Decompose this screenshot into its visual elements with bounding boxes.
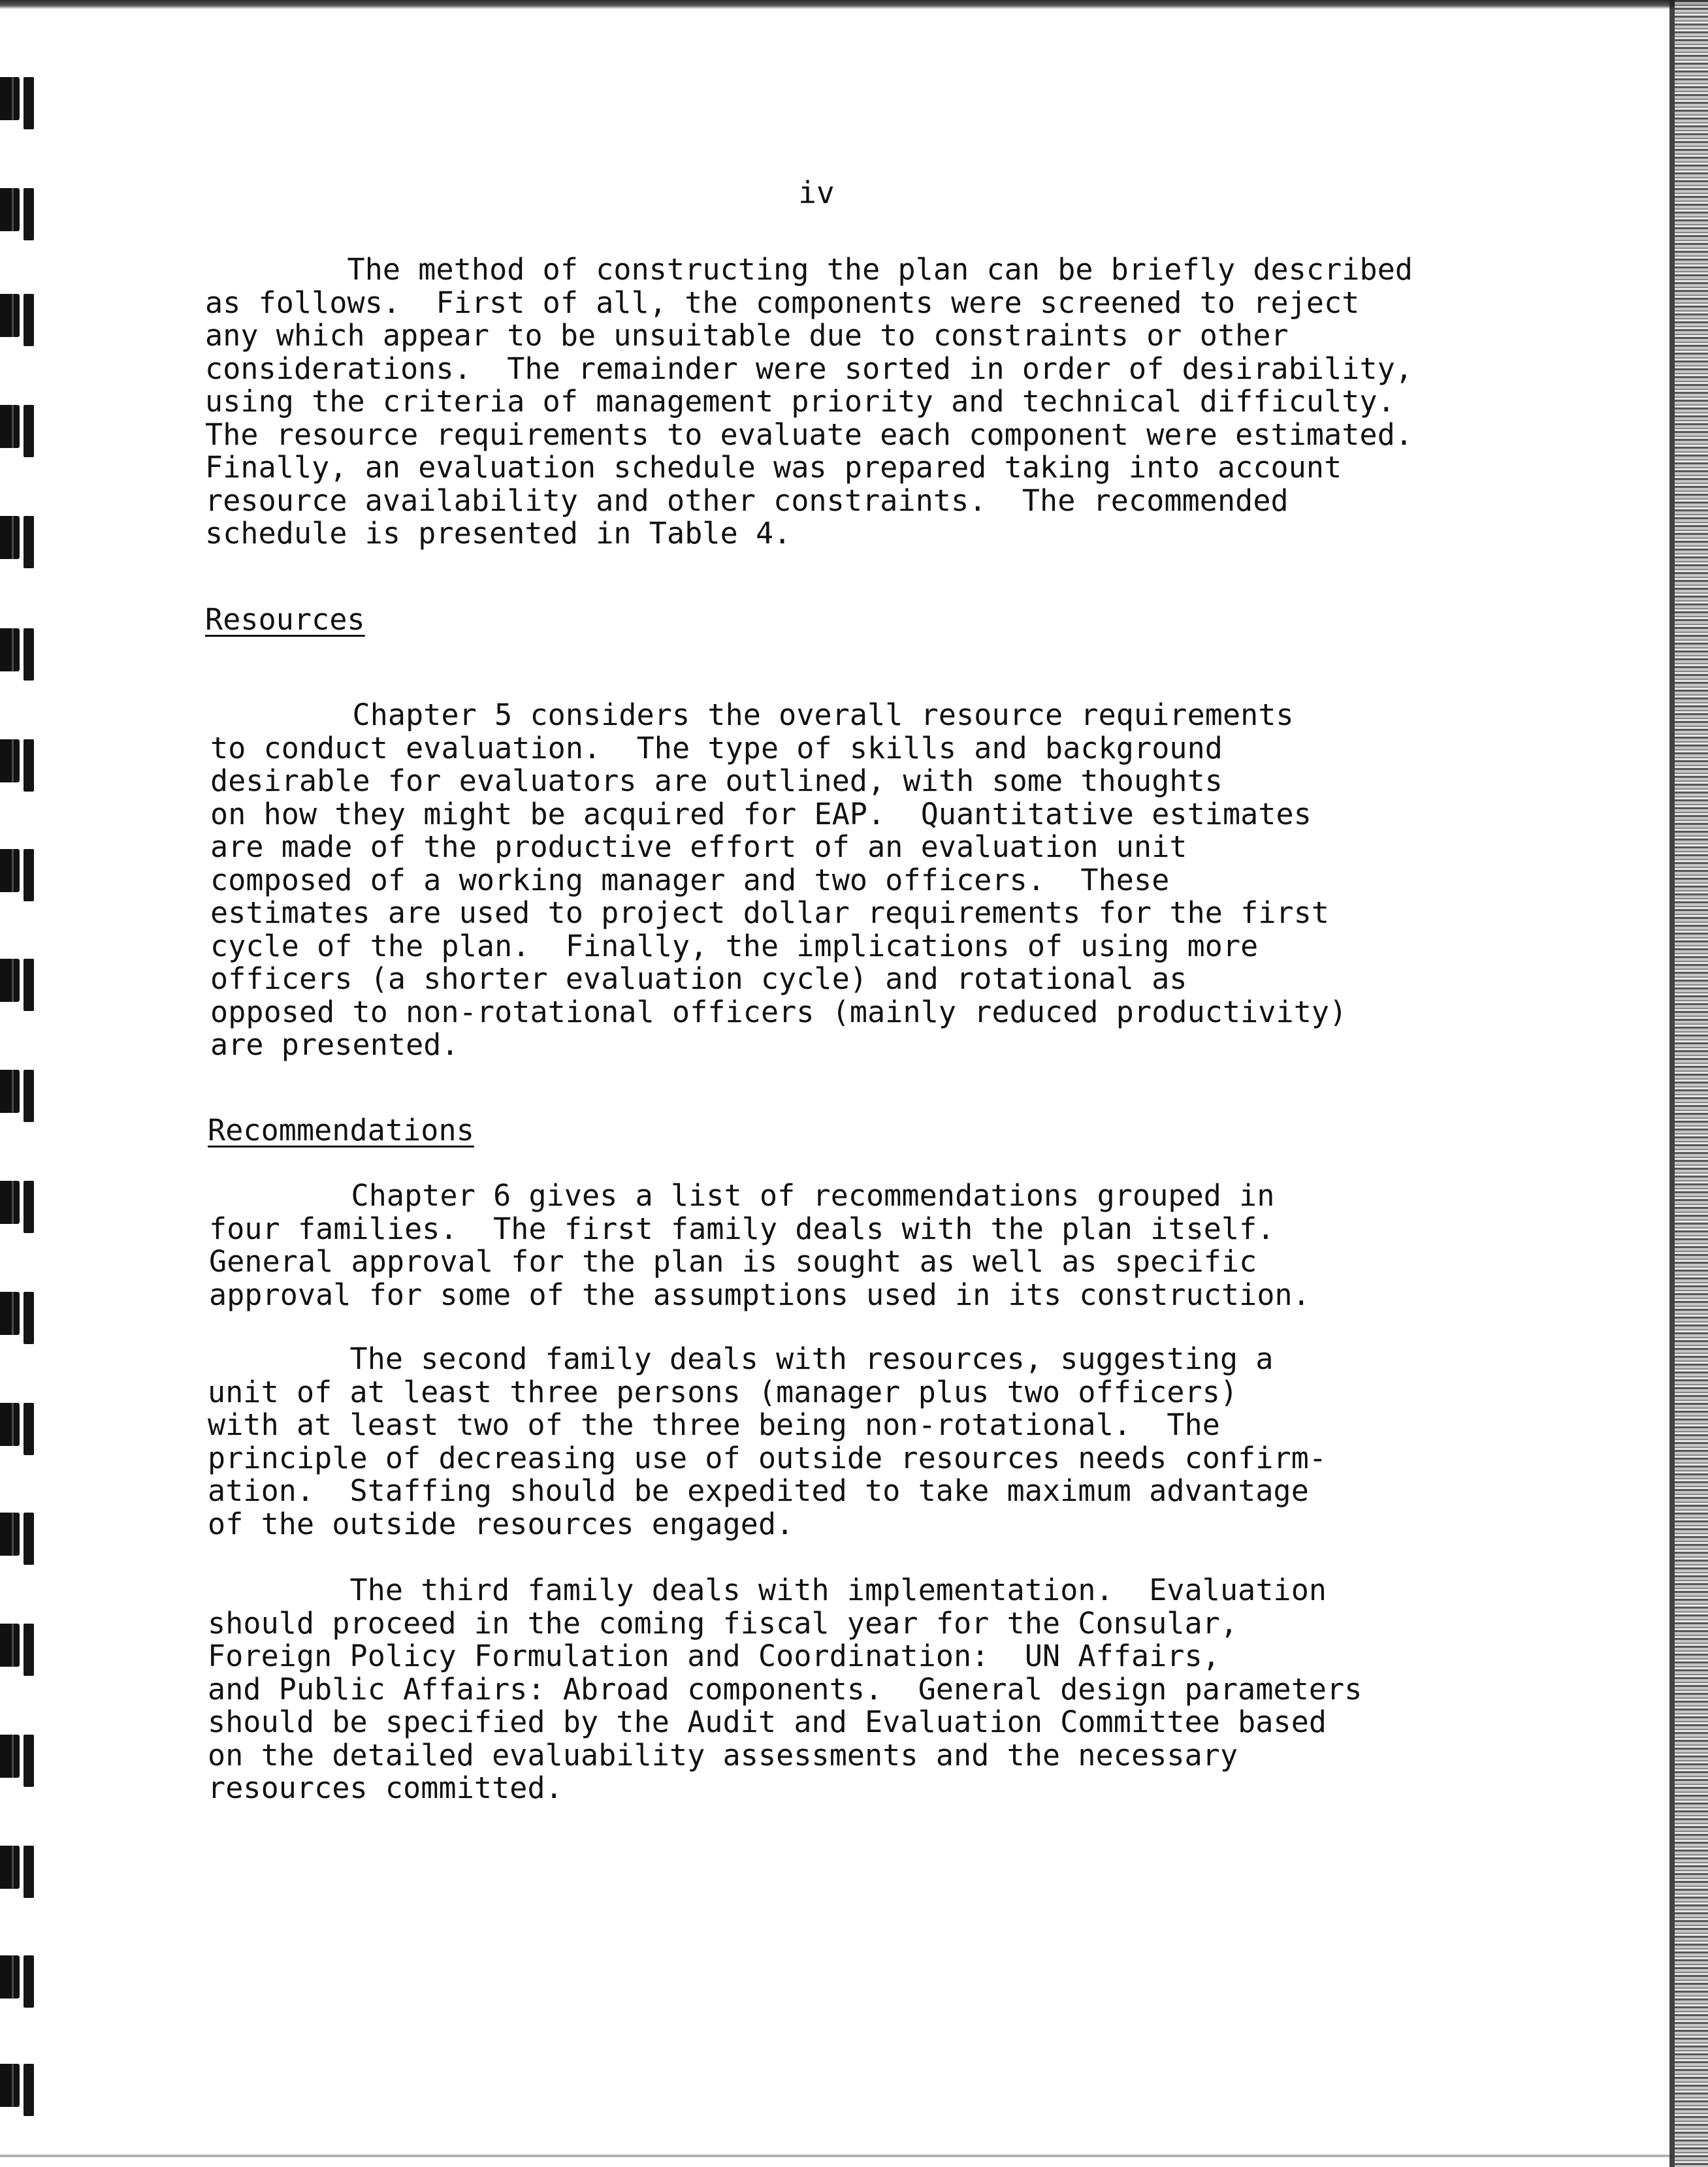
binding-ring bbox=[0, 1181, 20, 1224]
binding-ring bbox=[0, 294, 20, 337]
heading-resources: Resources bbox=[205, 602, 365, 637]
heading-recommendations: Recommendations bbox=[208, 1113, 474, 1148]
paragraph-resources: Chapter 5 considers the overall resource requirements to conduct evaluation. The type of skills and background desirable for evaluators are outlined, with some thoughts on how they might be acquired for EAP. Quantitative estimates are made of the productive effort of an evaluation unit composed of a working manager and two officers. These estimates are used to project dollar requirements for the first cycle of the plan. Finally, the implications of using more officers (a shorter evaluation cycle) and rotational as opposed to non-rotational officers (mainly reduced productivity) are presented. bbox=[210, 698, 1347, 1062]
paragraph-rec-family-1: Chapter 6 gives a list of recommendations grouped in four families. The first family deals with the plan itself. General approval for the plan is sought as well as specific approval for some of the assumptions used in its construction. bbox=[209, 1178, 1310, 1312]
binding-ring bbox=[0, 188, 20, 231]
paragraph-rec-family-3: The third family deals with implementation. Evaluation should proceed in the coming fiscal year for the Consular, Foreign Policy Formulation and Coordination: UN Affairs, and Public Affairs: Abroad components. General design parameters should be specified by the Audit and Evaluation Committee based on the detailed evaluability assessments and the necessary resources committed. bbox=[208, 1573, 1362, 1805]
spiral-binding bbox=[0, 0, 46, 2167]
paragraph-method: The method of constructing the plan can be briefly described as follows. First of all, the components were screened to reject any which appear to be unsuitable due to constraints or other considerations. The remainder were sorted in order of desirability, using the criteria of management priority and technical difficulty. The resource requirements to evaluate each component were estimated. Finally, an evaluation schedule was prepared taking into account resource availability and other constraints. The recommended schedule is presented in Table 4. bbox=[205, 252, 1413, 551]
page-number: iv bbox=[798, 175, 835, 210]
binding-ring bbox=[0, 405, 20, 448]
scan-right-edge bbox=[1669, 0, 1708, 2167]
binding-ring bbox=[0, 516, 20, 559]
binding-ring bbox=[0, 1292, 20, 1335]
binding-ring bbox=[0, 1624, 20, 1667]
scan-top-edge bbox=[0, 0, 1708, 9]
binding-ring bbox=[0, 959, 20, 1002]
binding-ring bbox=[0, 1070, 20, 1113]
binding-ring bbox=[0, 1846, 20, 1889]
scan-bottom-edge bbox=[0, 2154, 1672, 2158]
binding-ring bbox=[0, 628, 20, 671]
binding-ring bbox=[0, 739, 20, 782]
binding-ring bbox=[0, 1403, 20, 1446]
binding-ring bbox=[0, 1955, 20, 1998]
binding-ring bbox=[0, 2064, 20, 2107]
binding-ring bbox=[0, 77, 20, 120]
binding-ring bbox=[0, 1735, 20, 1778]
binding-ring bbox=[0, 1513, 20, 1556]
paragraph-rec-family-2: The second family deals with resources, suggesting a unit of at least three persons (manager plus two officers) with at least two of the three being non-rotational. The principle of decreasing use of outside resources needs confirm- ation. Staffing should be expedited to take maximum advantage of the outside resources engaged. bbox=[208, 1341, 1327, 1541]
binding-ring bbox=[0, 849, 20, 892]
